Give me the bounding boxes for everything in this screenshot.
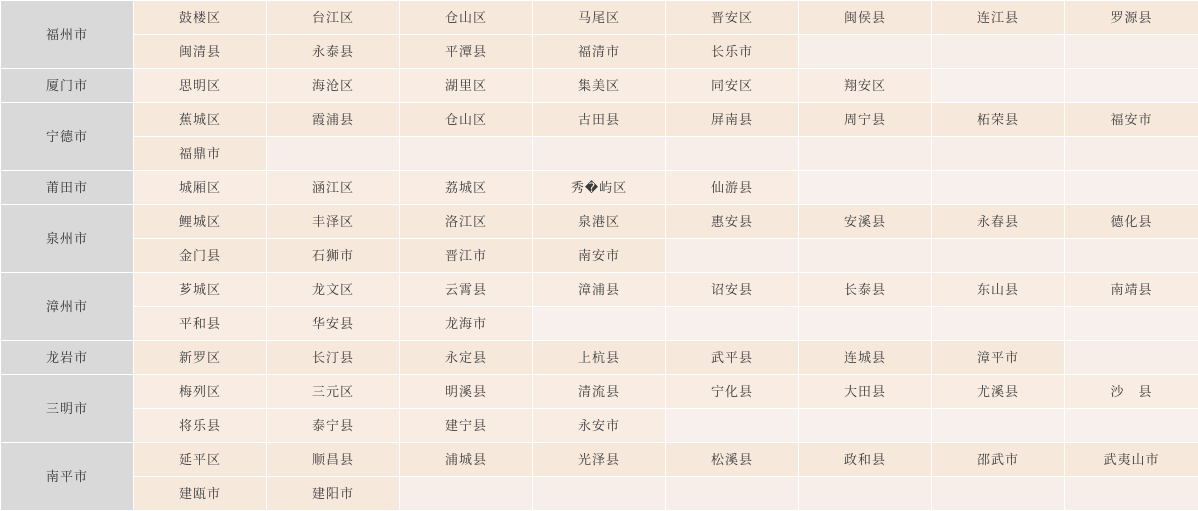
- district-label: 武夷山市: [1065, 443, 1198, 476]
- district-label: 邵武市: [932, 443, 1064, 476]
- district-label: 福清市: [533, 35, 665, 68]
- empty-cell: [932, 409, 1065, 443]
- district-cell[interactable]: [799, 273, 932, 307]
- district-cell[interactable]: [666, 103, 799, 137]
- district-cell[interactable]: [267, 171, 400, 205]
- district-label: 建阳市: [267, 477, 399, 510]
- district-cell[interactable]: [267, 307, 400, 341]
- district-cell[interactable]: [666, 205, 799, 239]
- district-label: 马尾区: [533, 1, 665, 34]
- district-label: 湖里区: [400, 69, 532, 102]
- empty-cell: [799, 239, 932, 273]
- district-label: 大田县: [799, 375, 931, 408]
- district-cell[interactable]: [134, 239, 267, 273]
- district-label: 海沧区: [267, 69, 399, 102]
- district-label: 永春县: [932, 205, 1064, 238]
- district-cell[interactable]: [400, 273, 533, 307]
- district-cell[interactable]: [799, 375, 932, 409]
- empty-cell: [1065, 239, 1198, 273]
- city-name-cell: [1, 103, 134, 171]
- empty-cell: [799, 477, 932, 511]
- district-cell[interactable]: [400, 307, 533, 341]
- city-name-label: 泉州市: [1, 222, 133, 255]
- district-label: 光泽县: [533, 443, 665, 476]
- district-label: 尤溪县: [932, 375, 1064, 408]
- district-cell[interactable]: [666, 69, 799, 103]
- district-label: 武平县: [666, 341, 798, 374]
- district-label: 宁化县: [666, 375, 798, 408]
- district-cell[interactable]: [666, 171, 799, 205]
- city-name-cell: [1, 341, 134, 375]
- empty-cell: [799, 35, 932, 69]
- district-cell[interactable]: [267, 273, 400, 307]
- city-name-label: 龙岩市: [1, 341, 133, 374]
- empty-cell: [666, 409, 799, 443]
- empty-cell: [533, 477, 666, 511]
- district-label: 洛江区: [400, 205, 532, 238]
- district-label: 漳浦县: [533, 273, 665, 306]
- district-label: 南靖县: [1065, 273, 1198, 306]
- district-label: 云霄县: [400, 273, 532, 306]
- district-label: 霞浦县: [267, 103, 399, 136]
- district-cell[interactable]: [267, 69, 400, 103]
- district-cell[interactable]: [533, 1, 666, 35]
- district-label: 集美区: [533, 69, 665, 102]
- district-label: 柘荣县: [932, 103, 1064, 136]
- empty-cell: [1065, 477, 1198, 511]
- empty-cell: [1065, 137, 1198, 171]
- empty-cell: [932, 171, 1065, 205]
- district-label: 周宁县: [799, 103, 931, 136]
- district-cell[interactable]: [267, 375, 400, 409]
- district-cell[interactable]: [533, 443, 666, 477]
- district-label: 金门县: [134, 239, 266, 272]
- district-cell[interactable]: [400, 69, 533, 103]
- city-name-label: 三明市: [1, 392, 133, 425]
- district-label: 连城县: [799, 341, 931, 374]
- empty-cell: [1065, 69, 1198, 103]
- district-cell[interactable]: [533, 375, 666, 409]
- district-cell[interactable]: [1065, 1, 1198, 35]
- district-label: 翔安区: [799, 69, 931, 102]
- district-cell[interactable]: [134, 273, 267, 307]
- district-cell[interactable]: [134, 205, 267, 239]
- district-cell[interactable]: [932, 1, 1065, 35]
- empty-cell: [799, 409, 932, 443]
- district-label: 长乐市: [666, 35, 798, 68]
- district-cell[interactable]: [134, 35, 267, 69]
- district-label: 平潭县: [400, 35, 532, 68]
- district-cell[interactable]: [533, 239, 666, 273]
- city-name-cell: [1, 273, 134, 341]
- empty-cell: [1065, 409, 1198, 443]
- table-row: [1, 137, 1198, 171]
- district-label: 秀�屿区: [533, 171, 665, 204]
- district-cell[interactable]: [267, 35, 400, 69]
- district-label: 惠安县: [666, 205, 798, 238]
- district-cell[interactable]: [1065, 205, 1198, 239]
- district-cell[interactable]: [134, 477, 267, 511]
- empty-cell: [267, 137, 400, 171]
- district-label: 安溪县: [799, 205, 931, 238]
- table-row: [1, 69, 1198, 103]
- district-label: 南安市: [533, 239, 665, 272]
- district-label: 仓山区: [400, 1, 532, 34]
- empty-cell: [400, 137, 533, 171]
- table-row: [1, 375, 1198, 409]
- district-label: 古田县: [533, 103, 665, 136]
- empty-cell: [533, 307, 666, 341]
- district-label: 永定县: [400, 341, 532, 374]
- city-name-label: 南平市: [1, 460, 133, 493]
- district-label: 城厢区: [134, 171, 266, 204]
- district-label: 上杭县: [533, 341, 665, 374]
- district-cell[interactable]: [1065, 103, 1198, 137]
- district-cell[interactable]: [400, 409, 533, 443]
- district-label: 延平区: [134, 443, 266, 476]
- empty-cell: [932, 35, 1065, 69]
- district-cell[interactable]: [267, 239, 400, 273]
- district-cell[interactable]: [134, 443, 267, 477]
- empty-cell: [400, 477, 533, 511]
- district-label: 仙游县: [666, 171, 798, 204]
- district-cell[interactable]: [799, 69, 932, 103]
- district-cell[interactable]: [267, 409, 400, 443]
- district-cell[interactable]: [400, 341, 533, 375]
- district-label: 福鼎市: [134, 137, 266, 170]
- city-name-cell: [1, 375, 134, 443]
- district-cell[interactable]: [932, 273, 1065, 307]
- district-label: 永安市: [533, 409, 665, 442]
- table-row: [1, 443, 1198, 477]
- district-cell[interactable]: [932, 375, 1065, 409]
- empty-cell: [666, 239, 799, 273]
- table-row: [1, 171, 1198, 205]
- table-row: [1, 409, 1198, 443]
- district-cell[interactable]: [932, 443, 1065, 477]
- table-row: [1, 341, 1198, 375]
- district-label: 台江区: [267, 1, 399, 34]
- district-label: 政和县: [799, 443, 931, 476]
- district-cell[interactable]: [533, 171, 666, 205]
- district-label: 松溪县: [666, 443, 798, 476]
- empty-cell: [799, 171, 932, 205]
- district-cell[interactable]: [533, 341, 666, 375]
- district-cell[interactable]: [533, 205, 666, 239]
- district-label: 德化县: [1065, 205, 1198, 238]
- district-cell[interactable]: [799, 103, 932, 137]
- district-label: 龙海市: [400, 307, 532, 340]
- city-name-label: 莆田市: [1, 171, 133, 204]
- empty-cell: [666, 307, 799, 341]
- district-label: 泉港区: [533, 205, 665, 238]
- district-label: 长汀县: [267, 341, 399, 374]
- district-cell[interactable]: [267, 341, 400, 375]
- district-cell[interactable]: [533, 103, 666, 137]
- table-row: [1, 307, 1198, 341]
- city-name-label: 宁德市: [1, 120, 133, 153]
- district-cell[interactable]: [533, 35, 666, 69]
- city-name-cell: [1, 1, 134, 69]
- district-label: 沙 县: [1065, 375, 1198, 408]
- district-label: 蕉城区: [134, 103, 266, 136]
- district-cell[interactable]: [666, 443, 799, 477]
- district-label: 平和县: [134, 307, 266, 340]
- table-row: [1, 205, 1198, 239]
- empty-cell: [666, 137, 799, 171]
- district-cell[interactable]: [134, 69, 267, 103]
- district-label: 晋江市: [400, 239, 532, 272]
- district-label: 鲤城区: [134, 205, 266, 238]
- city-name-label: 厦门市: [1, 69, 133, 102]
- district-cell[interactable]: [666, 341, 799, 375]
- district-label: 三元区: [267, 375, 399, 408]
- district-cell[interactable]: [666, 375, 799, 409]
- district-cell[interactable]: [267, 103, 400, 137]
- empty-cell: [932, 239, 1065, 273]
- district-label: 同安区: [666, 69, 798, 102]
- district-label: 连江县: [932, 1, 1064, 34]
- table-row: [1, 103, 1198, 137]
- district-label: 明溪县: [400, 375, 532, 408]
- table-row: [1, 477, 1198, 511]
- district-label: 鼓楼区: [134, 1, 266, 34]
- district-label: 将乐县: [134, 409, 266, 442]
- district-cell[interactable]: [134, 409, 267, 443]
- city-name-label: 漳州市: [1, 290, 133, 323]
- district-label: 龙文区: [267, 273, 399, 306]
- district-label: 梅列区: [134, 375, 266, 408]
- district-cell[interactable]: [1065, 375, 1198, 409]
- district-label: 泰宁县: [267, 409, 399, 442]
- district-label: 建瓯市: [134, 477, 266, 510]
- district-cell[interactable]: [799, 205, 932, 239]
- empty-cell: [1065, 35, 1198, 69]
- district-label: 闽侯县: [799, 1, 931, 34]
- district-cell[interactable]: [932, 205, 1065, 239]
- district-label: 浦城县: [400, 443, 532, 476]
- district-label: 荔城区: [400, 171, 532, 204]
- district-cell[interactable]: [666, 1, 799, 35]
- district-cell[interactable]: [533, 409, 666, 443]
- district-cell[interactable]: [400, 375, 533, 409]
- district-label: 罗源县: [1065, 1, 1198, 34]
- district-cell[interactable]: [400, 171, 533, 205]
- district-cell[interactable]: [799, 443, 932, 477]
- district-cell[interactable]: [533, 69, 666, 103]
- district-label: 涵江区: [267, 171, 399, 204]
- district-cell[interactable]: [134, 375, 267, 409]
- district-cell[interactable]: [134, 341, 267, 375]
- district-cell[interactable]: [932, 341, 1065, 375]
- district-cell[interactable]: [400, 443, 533, 477]
- empty-cell: [799, 307, 932, 341]
- district-cell[interactable]: [932, 103, 1065, 137]
- district-cell[interactable]: [400, 35, 533, 69]
- district-label: 东山县: [932, 273, 1064, 306]
- district-label: 晋安区: [666, 1, 798, 34]
- district-label: 丰泽区: [267, 205, 399, 238]
- district-cell[interactable]: [666, 273, 799, 307]
- district-label: 福安市: [1065, 103, 1198, 136]
- table-row: [1, 35, 1198, 69]
- district-label: 思明区: [134, 69, 266, 102]
- empty-cell: [932, 477, 1065, 511]
- empty-cell: [666, 477, 799, 511]
- district-cell[interactable]: [267, 443, 400, 477]
- district-label: 仓山区: [400, 103, 532, 136]
- district-cell[interactable]: [799, 341, 932, 375]
- district-cell[interactable]: [134, 1, 267, 35]
- city-name-label: 福州市: [1, 18, 133, 51]
- district-cell[interactable]: [400, 103, 533, 137]
- district-cell[interactable]: [533, 273, 666, 307]
- district-cell[interactable]: [134, 103, 267, 137]
- district-label: 芗城区: [134, 273, 266, 306]
- district-label: 建宁县: [400, 409, 532, 442]
- district-cell[interactable]: [1065, 273, 1198, 307]
- district-cell[interactable]: [400, 205, 533, 239]
- city-name-cell: [1, 205, 134, 273]
- empty-cell: [1065, 307, 1198, 341]
- district-cell[interactable]: [267, 205, 400, 239]
- district-cell[interactable]: [134, 137, 267, 171]
- district-cell[interactable]: [400, 239, 533, 273]
- empty-cell: [533, 137, 666, 171]
- district-cell[interactable]: [666, 35, 799, 69]
- district-cell[interactable]: [799, 1, 932, 35]
- district-label: 顺昌县: [267, 443, 399, 476]
- district-label: 闽清县: [134, 35, 266, 68]
- district-label: 新罗区: [134, 341, 266, 374]
- empty-cell: [932, 69, 1065, 103]
- city-name-cell: [1, 69, 134, 103]
- empty-cell: [932, 307, 1065, 341]
- district-cell[interactable]: [267, 477, 400, 511]
- district-label: 屏南县: [666, 103, 798, 136]
- district-label: 诏安县: [666, 273, 798, 306]
- district-label: 清流县: [533, 375, 665, 408]
- district-cell[interactable]: [1065, 443, 1198, 477]
- empty-cell: [932, 137, 1065, 171]
- city-name-cell: [1, 171, 134, 205]
- empty-cell: [1065, 171, 1198, 205]
- district-label: 漳平市: [932, 341, 1064, 374]
- district-label: 华安县: [267, 307, 399, 340]
- district-cell[interactable]: [400, 1, 533, 35]
- district-label: 石狮市: [267, 239, 399, 272]
- empty-cell: [1065, 341, 1198, 375]
- city-name-cell: [1, 443, 134, 511]
- district-cell[interactable]: [267, 1, 400, 35]
- table-row: [1, 273, 1198, 307]
- district-label: 长泰县: [799, 273, 931, 306]
- district-cell[interactable]: [134, 307, 267, 341]
- table-row: [1, 1, 1198, 35]
- empty-cell: [799, 137, 932, 171]
- district-cell[interactable]: [134, 171, 267, 205]
- district-label: 永泰县: [267, 35, 399, 68]
- table-row: [1, 239, 1198, 273]
